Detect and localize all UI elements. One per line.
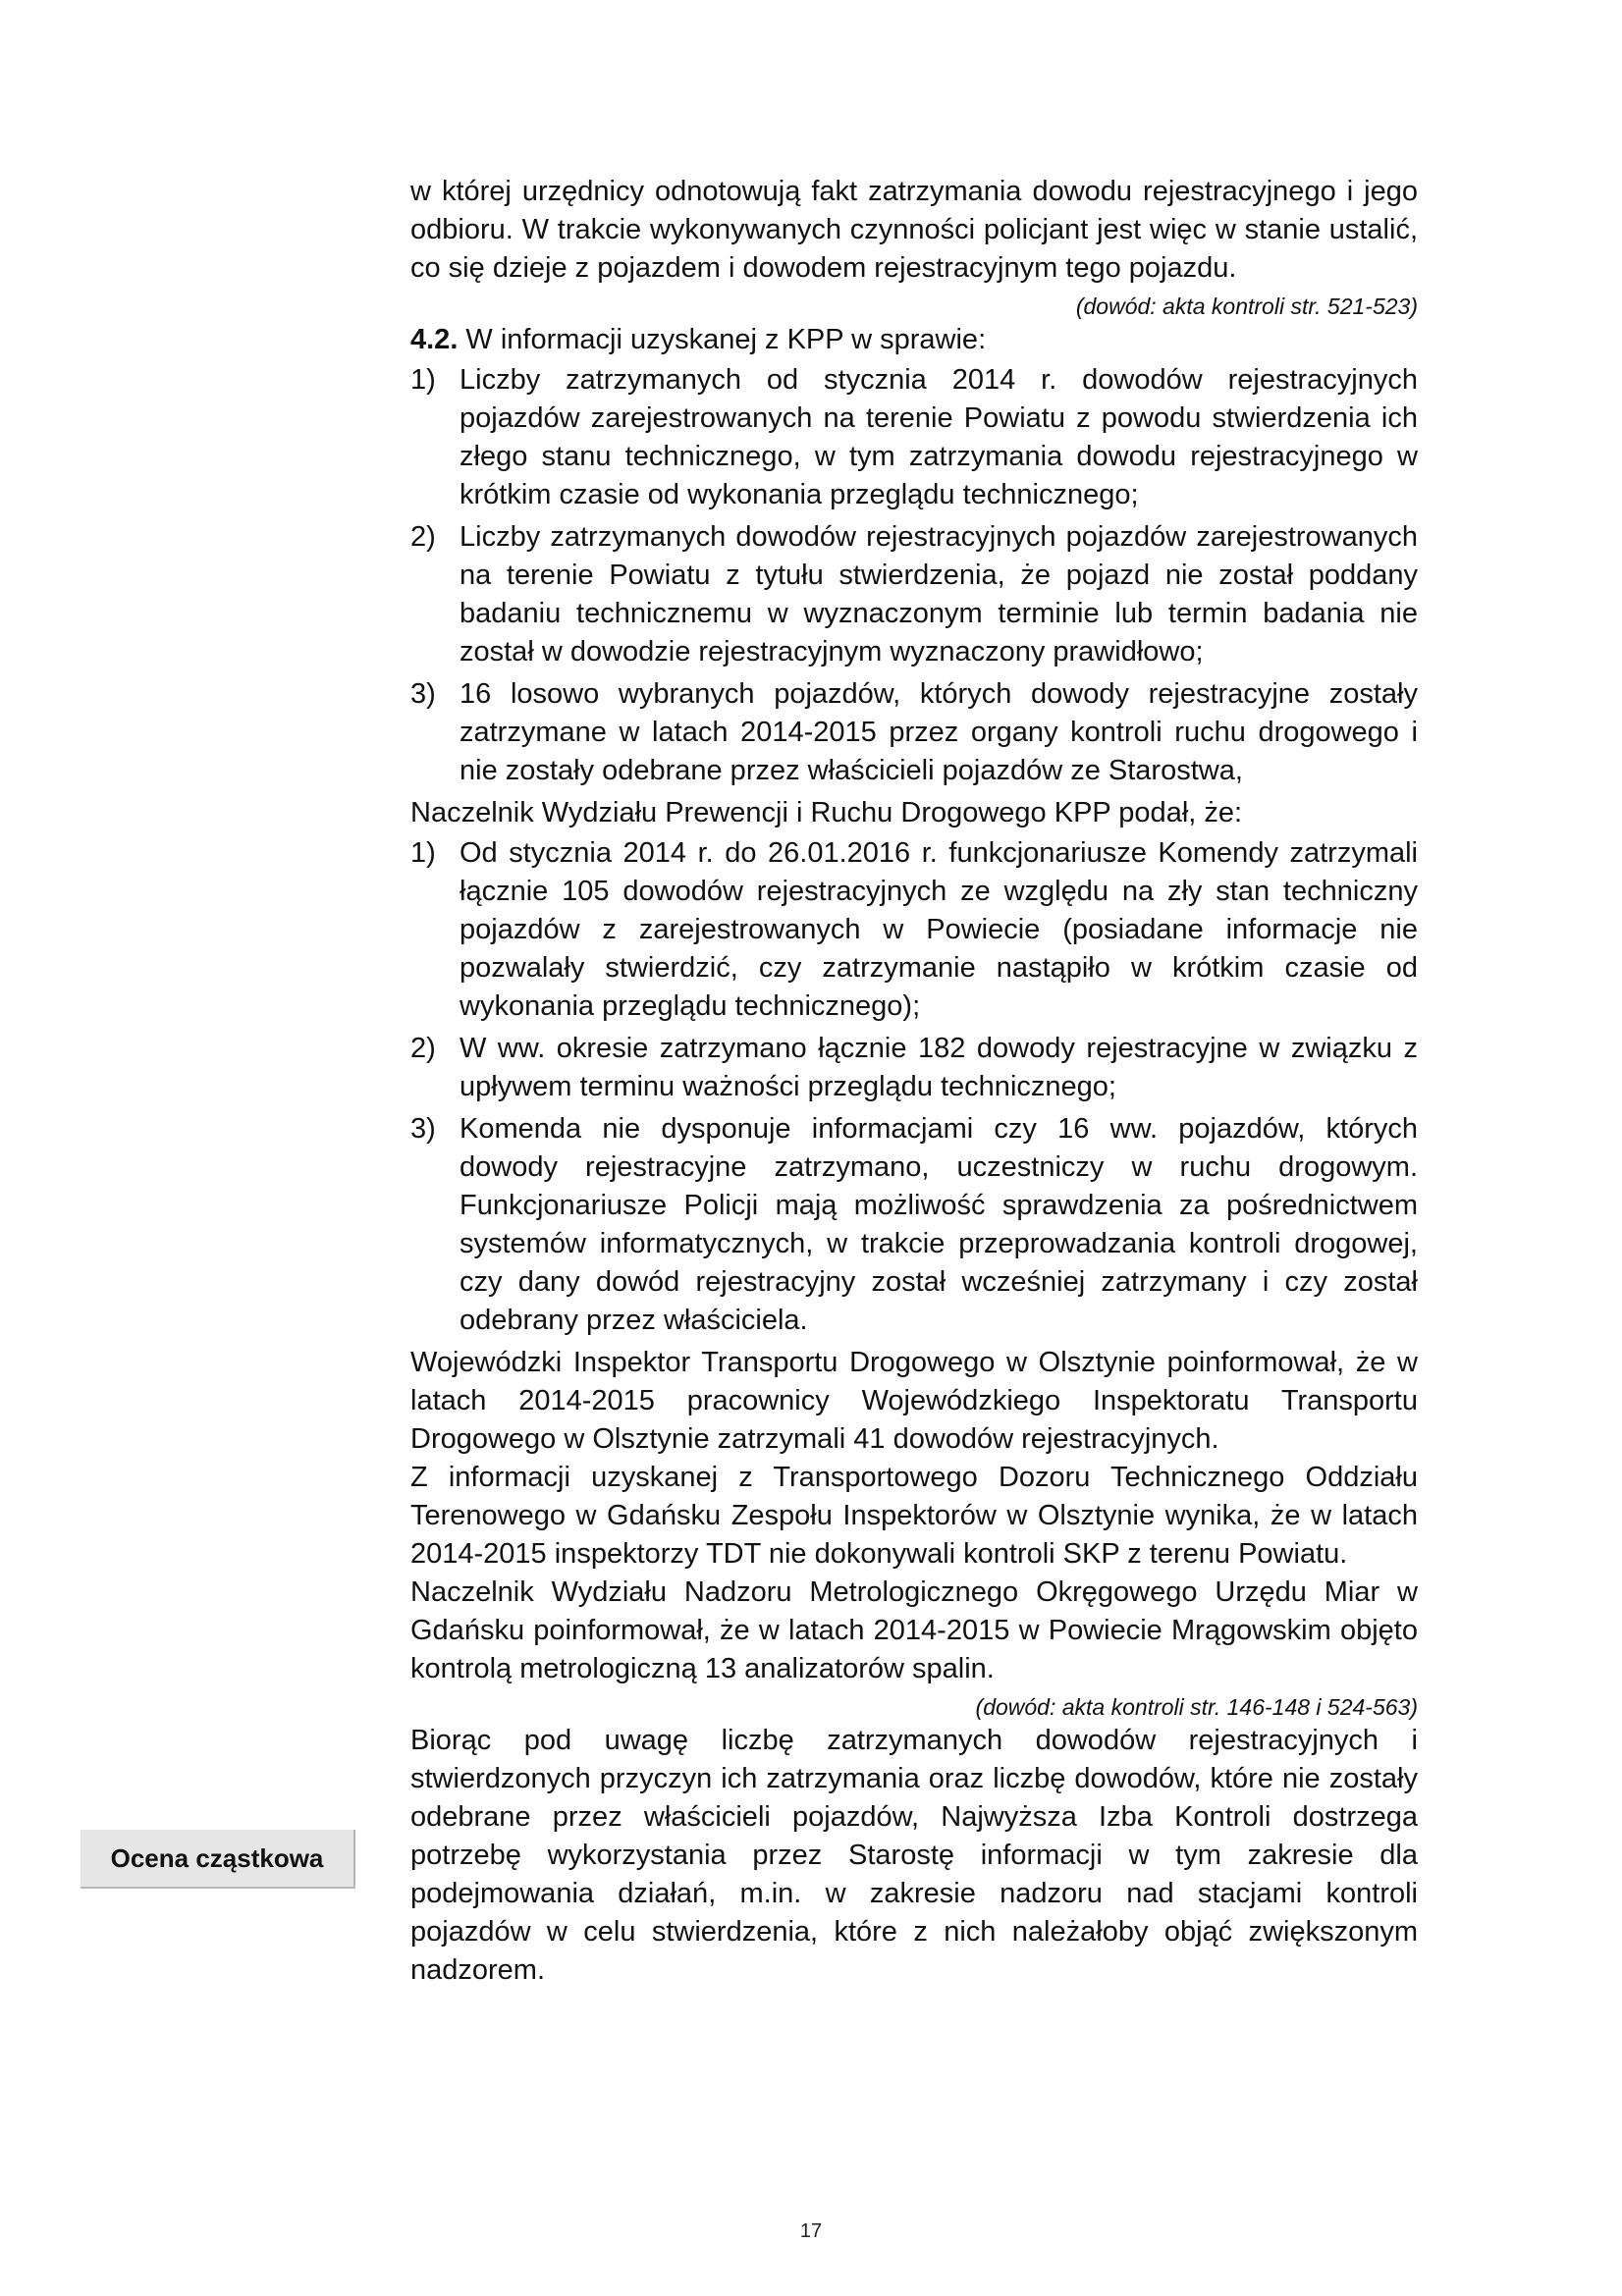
- list-item-number: 1): [410, 837, 436, 869]
- list-item-number: 3): [410, 1113, 436, 1145]
- list-item-number: 2): [410, 521, 436, 553]
- evidence-note-2: (dowód: akta kontroli str. 146-148 i 524-563): [975, 1694, 1418, 1720]
- tdt-paragraph: Z informacji uzyskanej z Transportowego Dozoru Technicznego Oddziału Terenowego w Gdańsku Zespołu Inspektorów w Olsztynie wynika, że w latach 2014-2015 inspektorzy TDT nie dokonywali kontroli SKP z terenu Powiatu.: [410, 1462, 1418, 1570]
- list-item: [410, 361, 1418, 514]
- list-item-number: 2): [410, 1033, 436, 1064]
- list-item-number: 3): [410, 678, 436, 710]
- intro-paragraph: w której urzędnicy odnotowują fakt zatrzymania dowodu rejestracyjnego i jego odbioru. W trakcie wykonywanych czynności policjant jest więc w stanie ustalić, co się dzieje z pojazdem i dowodem rejestracyjnym tego pojazdu.: [410, 176, 1418, 284]
- assessment-paragraph: Biorąc pod uwagę liczbę zatrzymanych dowodów rejestracyjnych i stwierdzonych przyczyn ich zatrzymania oraz liczbę dowodów, które nie zostały odebrane przez właścicieli pojazdów, Najwyższa Izba Kontroli dostrzega potrzebę wykorzystania przez Starostę informacji w tym zakresie dla podejmowania działań, m.in. w zakresie nadzoru nad stacjami kontroli pojazdów w celu stwierdzenia, które z nich należałoby objąć zwiększonym nadzorem.: [410, 1725, 1418, 1986]
- witd-paragraph: Wojewódzki Inspektor Transportu Drogowego w Olsztynie poinformował, że w latach 2014-2015 pracownicy Wojewódzkiego Inspektoratu Transportu Drogowego w Olsztynie zatrzymali 41 dowodów rejestracyjnych.: [410, 1347, 1418, 1455]
- section-heading: [410, 321, 1418, 359]
- list-item: [410, 518, 1418, 671]
- section-number: 4.2.: [410, 324, 459, 355]
- list-item-text: Liczby zatrzymanych od stycznia 2014 r. dowodów rejestracyjnych pojazdów zarejestrowanych na terenie Powiatu z powodu stwierdzenia ich złego stanu technicznego, w tym zatrzymania dowodu rejestracyjnego w krótkim czasie od wykonania przeglądu technicznego;: [460, 364, 1418, 510]
- list-item: [410, 834, 1418, 1026]
- main-content: [410, 173, 1418, 1990]
- list-item-text: Od stycznia 2014 r. do 26.01.2016 r. funkcjonariusze Komendy zatrzymali łącznie 105 dowodów rejestracyjnych ze względu na zły stan techniczny pojazdów z zarejestrowanych w Powiecie (posiadane informacje nie pozwalały stwierdzić, czy zatrzymanie nastąpiło w krótkim czasie od wykonania przeglądu technicznego);: [460, 837, 1418, 1022]
- oum-paragraph: Naczelnik Wydziału Nadzoru Metrologicznego Okręgowego Urzędu Miar w Gdańsku poinformował, że w latach 2014-2015 w Powiecie Mrągowskim objęto kontrolą metrologiczną 13 analizatorów spalin.: [410, 1576, 1418, 1684]
- answer-intro: Naczelnik Wydziału Prewencji i Ruchu Drogowego KPP podał, że:: [410, 797, 1243, 828]
- list-item-text: Liczby zatrzymanych dowodów rejestracyjnych pojazdów zarejestrowanych na terenie Powiatu z tytułu stwierdzenia, że pojazd nie został poddany badaniu technicznemu w wyznaczonym terminie lub termin badania nie został w dowodzie rejestracyjnym wyznaczony prawidłowo;: [460, 521, 1418, 667]
- list-item-text: Komenda nie dysponuje informacjami czy 16 ww. pojazdów, których dowody rejestracyjne zatrzymano, uczestniczy w ruchu drogowym. Funkcjonariusze Policji mają możliwość sprawdzenia za pośrednictwem systemów informatycznych, w trakcie przeprowadzania kontroli drogowej, czy dany dowód rejestracyjny został wcześniej zatrzymany i czy został odebrany przez właściciela.: [460, 1113, 1418, 1336]
- page-number: 17: [799, 2220, 823, 2242]
- evidence-note-1: (dowód: akta kontroli str. 521-523): [1075, 294, 1418, 319]
- list-item-text: W ww. okresie zatrzymano łącznie 182 dowody rejestracyjne w związku z upływem terminu ważności przeglądu technicznego;: [460, 1033, 1418, 1102]
- list-item: [410, 1110, 1418, 1340]
- section-text: W informacji uzyskanej z KPP w sprawie:: [458, 324, 987, 355]
- list-item: [410, 1030, 1418, 1106]
- list-item: [410, 675, 1418, 790]
- request-list: [410, 361, 1418, 790]
- answer-list: [410, 834, 1418, 1340]
- list-item-text: 16 losowo wybranych pojazdów, których dowody rejestracyjne zostały zatrzymane w latach 2014-2015 przez organy kontroli ruchu drogowego i nie zostały odebrane przez właścicieli pojazdów ze Starostwa,: [460, 678, 1418, 786]
- list-item-number: 1): [410, 364, 436, 396]
- partial-assessment-label: Ocena cząstkowa: [81, 1830, 355, 1889]
